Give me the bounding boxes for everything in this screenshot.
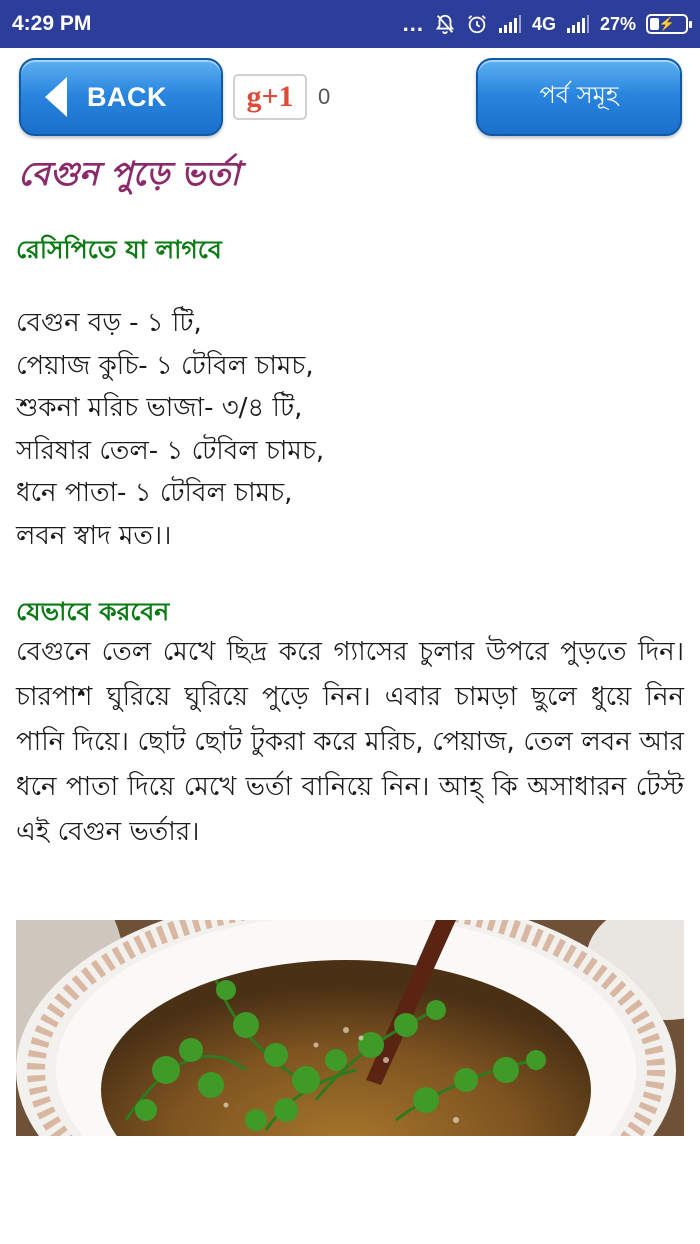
signal-strength-2-icon — [566, 14, 590, 34]
ingredient-item: শুকনা মরিচ ভাজা- ৩/৪ টি, — [16, 393, 303, 423]
ingredient-item: বেগুন বড় - ১ টি, — [16, 308, 202, 338]
signal-strength-icon — [498, 14, 522, 34]
ingredient-item: পেয়াজ কুচি- ১ টেবিল চামচ, — [16, 350, 314, 381]
method-text: বেগুনে তেল মেখে ছিদ্র করে গ্যাসের চুলার উপরে পুড়তে দিন। চারপাশ ঘুরিয়ে ঘুরিয়ে পুড়ে নিন। এবার চামড়া ছুলে ধুয়ে নিন পানি দিয়ে। ছোট ছোট টুকরা করে মরিচ, পেয়াজ, তেল লবন আর ধনে পাতা দিয়ে মেখে ভর্তা বানিয়ে নিন। আহ্‌ কি অসাধারন টেস্ট এই বেগুন ভর্তার। — [16, 637, 684, 847]
network-type: 4G — [531, 13, 556, 34]
recipe-title: বেগুন পুড়ে ভর্তা — [18, 154, 240, 193]
food-photo — [16, 920, 684, 1136]
charging-bolt-icon: ⚡ — [658, 16, 676, 31]
alarm-clock-icon — [466, 13, 488, 35]
ingredient-item: সরিষার তেল- ১ টেবিল চামচ, — [16, 435, 325, 466]
back-button[interactable] — [19, 58, 223, 136]
battery-fill — [650, 18, 659, 30]
battery-icon — [646, 14, 688, 34]
back-arrow-icon — [45, 77, 67, 117]
battery-percent: 27% — [599, 13, 636, 34]
ingredient-item: লবন স্বাদ মত।। — [16, 520, 172, 551]
ingredients-list — [16, 302, 686, 557]
back-button-label: BACK — [87, 81, 167, 112]
ingredients-heading: রেসিপিতে যা লাগবে — [16, 235, 222, 264]
status-bar — [0, 0, 700, 48]
google-plus-one-button[interactable] — [233, 74, 307, 120]
status-time: 4:29 PM — [12, 12, 92, 35]
method-heading: যেভাবে করবেন — [16, 597, 170, 626]
notification-dots-icon: ... — [402, 11, 424, 36]
episodes-button[interactable]: পর্ব সমূহ — [476, 58, 682, 136]
google-plus-one-count: 0 — [318, 84, 331, 109]
google-plus-one-label: g+1 — [246, 80, 294, 113]
ingredient-item: ধনে পাতা- ১ টেবিল চামচ, — [16, 478, 293, 508]
muted-bell-icon — [434, 13, 456, 35]
status-icons — [403, 13, 688, 35]
food-photo-illustration — [16, 920, 684, 1136]
